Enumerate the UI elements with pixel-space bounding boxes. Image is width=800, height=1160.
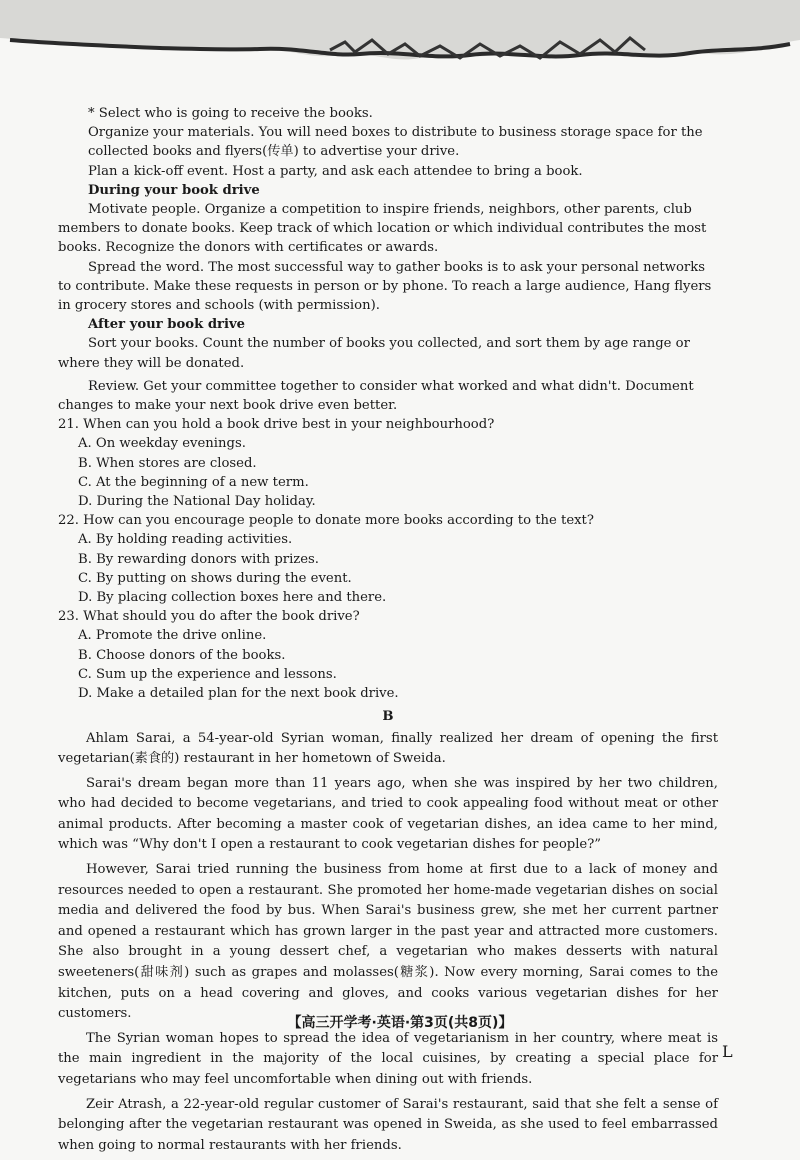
organize-materials-text: Organize your materials. You will need boxes to distribute to business storage space for the collected books and flyers(传单) to advertise your drive. <box>88 125 703 160</box>
torn-paper-header <box>0 0 800 70</box>
question-stem: 21. When can you hold a book drive best in your neighbourhood? <box>58 417 495 433</box>
during-heading: During your book drive <box>88 182 260 198</box>
question-22 <box>58 511 718 607</box>
organize-materials <box>58 123 718 161</box>
option-b: B. When stores are closed. <box>78 455 257 471</box>
passage-b-paragraph-1: Ahlam Sarai, a 54-year-old Syrian woman, finally realized her dream of opening the first vegetarian(素食的) restaurant in her hometown of Sweida. <box>58 730 718 767</box>
review: Review. Get your committee together to consider what worked and what didn't. Document changes to make your next book drive even better. <box>58 378 694 414</box>
option-d: D. By placing collection boxes here and there. <box>78 590 387 606</box>
option-d: D. Make a detailed plan for the next book drive. <box>78 686 399 702</box>
exam-content <box>58 104 718 1160</box>
question-21 <box>58 415 718 511</box>
page-footer: 【高三开学考·英语·第3页(共8页)】 <box>287 1015 513 1031</box>
sort-books: Sort your books. Count the number of books you collected, and sort them by age range or where they will be donated. <box>58 336 690 371</box>
question-23 <box>58 607 718 703</box>
spread-word: Spread the word. The most successful way to gather books is to ask your personal networks to contribute. Make these requests in person or by phone. To reach a large audience, Hang flyers in grocery stores and schools (with permission). <box>58 259 712 314</box>
option-a: A. Promote the drive online. <box>78 628 267 644</box>
after-heading: After your book drive <box>88 317 246 333</box>
passage-b-paragraph-3: However, Sarai tried running the business from home at first due to a lack of money and resources needed to open a restaurant. She promoted her home-made vegetarian dishes on social media and delivered the food by bus. When Sarai's business grew, she met her current partner and opened a restaurant which has grown larger in the past year and attracted more customers. She also brought in a young dessert chef, a vegetarian who makes desserts with natural sweeteners(甜味剂) such as grapes and molasses(糖浆). Now every morning, Sarai comes to the kitchen, puts on a head covering and gloves, and cooks various vegetarian dishes for her customers. <box>58 862 718 1022</box>
option-a: A. On weekday evenings. <box>78 436 246 452</box>
motivate-people: Motivate people. Organize a competition to inspire friends, neighbors, other parents, club members to donate books. Keep track of which location or which individual contributes the most books. Recognize the donors with certificates or awards. <box>58 202 707 256</box>
plan-kickoff: Plan a kick-off event. Host a party, and ask each attendee to bring a book. <box>88 163 583 179</box>
corner-mark: L <box>722 1042 733 1061</box>
section-b-heading: B <box>382 709 394 725</box>
option-b: B. By rewarding donors with prizes. <box>78 551 320 567</box>
option-c: C. Sum up the experience and lessons. <box>78 666 337 682</box>
option-a: A. By holding reading activities. <box>78 532 293 548</box>
option-c: C. By putting on shows during the event. <box>78 570 352 586</box>
passage-b-paragraph-5: Zeir Atrash, a 22-year-old regular customer of Sarai's restaurant, said that she felt a sense of belonging after the vegetarian restaurant was opened in Sweida, as she used to feel embarrassed when going to normal restaurants with her friends. <box>58 1096 718 1153</box>
question-stem: 23. What should you do after the book drive? <box>58 609 360 625</box>
bullet-select: * Select who is going to receive the books. <box>88 106 373 121</box>
passage-b-paragraph-2: Sarai's dream began more than 11 years ago, when she was inspired by her two children, who had decided to become vegetarians, and tried to cook appealing food without meat or other animal products. After becoming a master cook of vegetarian dishes, an idea came to her mind, which was “Why don't I open a restaurant to cook vegetarian dishes for people?” <box>58 775 718 853</box>
option-c: C. At the beginning of a new term. <box>78 474 309 490</box>
option-d: D. During the National Day holiday. <box>78 494 316 510</box>
passage-b-paragraph-4: The Syrian woman hopes to spread the idea of vegetarianism in her country, where meat is the main ingredient in the majority of the local cuisines, by creating a special place for vegetarians who may feel uncomfortable when dining out with friends. <box>58 1030 718 1087</box>
option-b: B. Choose donors of the books. <box>78 647 286 663</box>
question-stem: 22. How can you encourage people to donate more books according to the text? <box>58 513 594 529</box>
